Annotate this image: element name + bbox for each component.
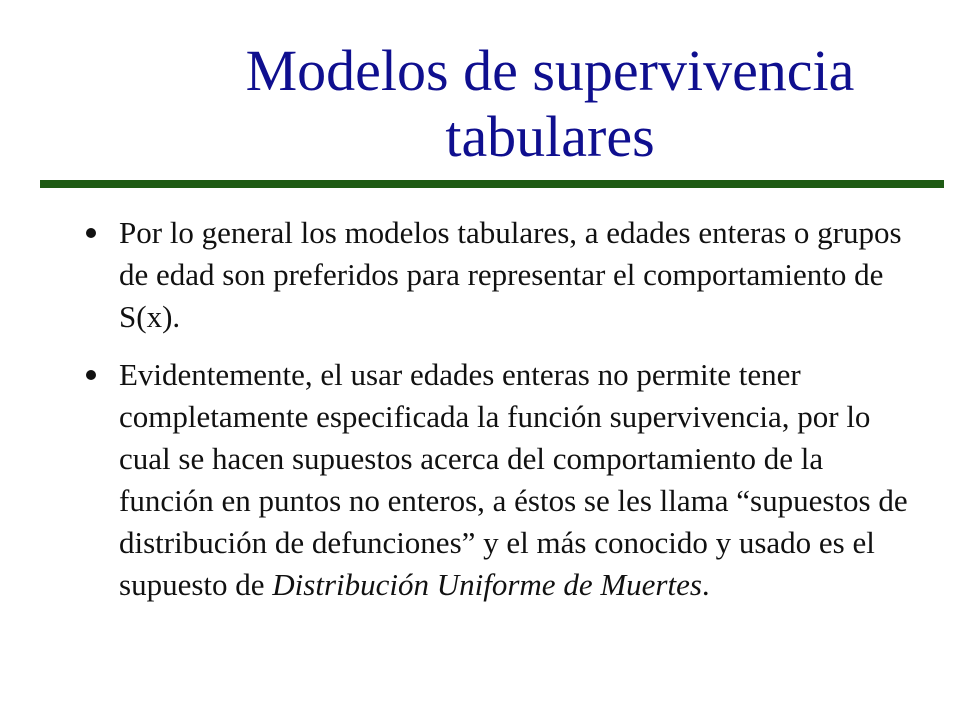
bullet-text-2-main: Evidentemente, el usar edades enteras no permite tener completamente especificada la función supervivencia, por lo cual se hacen supuestos acerca del comportamiento de la función en puntos no enteros, a éstos se les llama “supuestos de distribución de defunciones” y el más conocido y usado es el supuesto de (119, 357, 908, 602)
title-line-2: tabulares (445, 104, 655, 169)
bullet-text-2-italic: Distribución Uniforme de Muertes (272, 567, 702, 602)
bullet-item-2 (86, 354, 916, 606)
bullet-item-1 (86, 212, 916, 338)
slide-title (160, 38, 940, 170)
bullet-text-1: Por lo general los modelos tabulares, a edades enteras o grupos de edad son preferidos para representar el comportamiento de S(x). (119, 215, 902, 334)
bullet-text-2 (119, 357, 908, 602)
bullet-list (86, 212, 916, 622)
bullet-text-2-end: . (701, 567, 710, 602)
bullet-icon (86, 228, 96, 238)
title-divider (40, 180, 944, 188)
title-line-1: Modelos de supervivencia (245, 38, 855, 103)
bullet-icon (86, 370, 96, 380)
